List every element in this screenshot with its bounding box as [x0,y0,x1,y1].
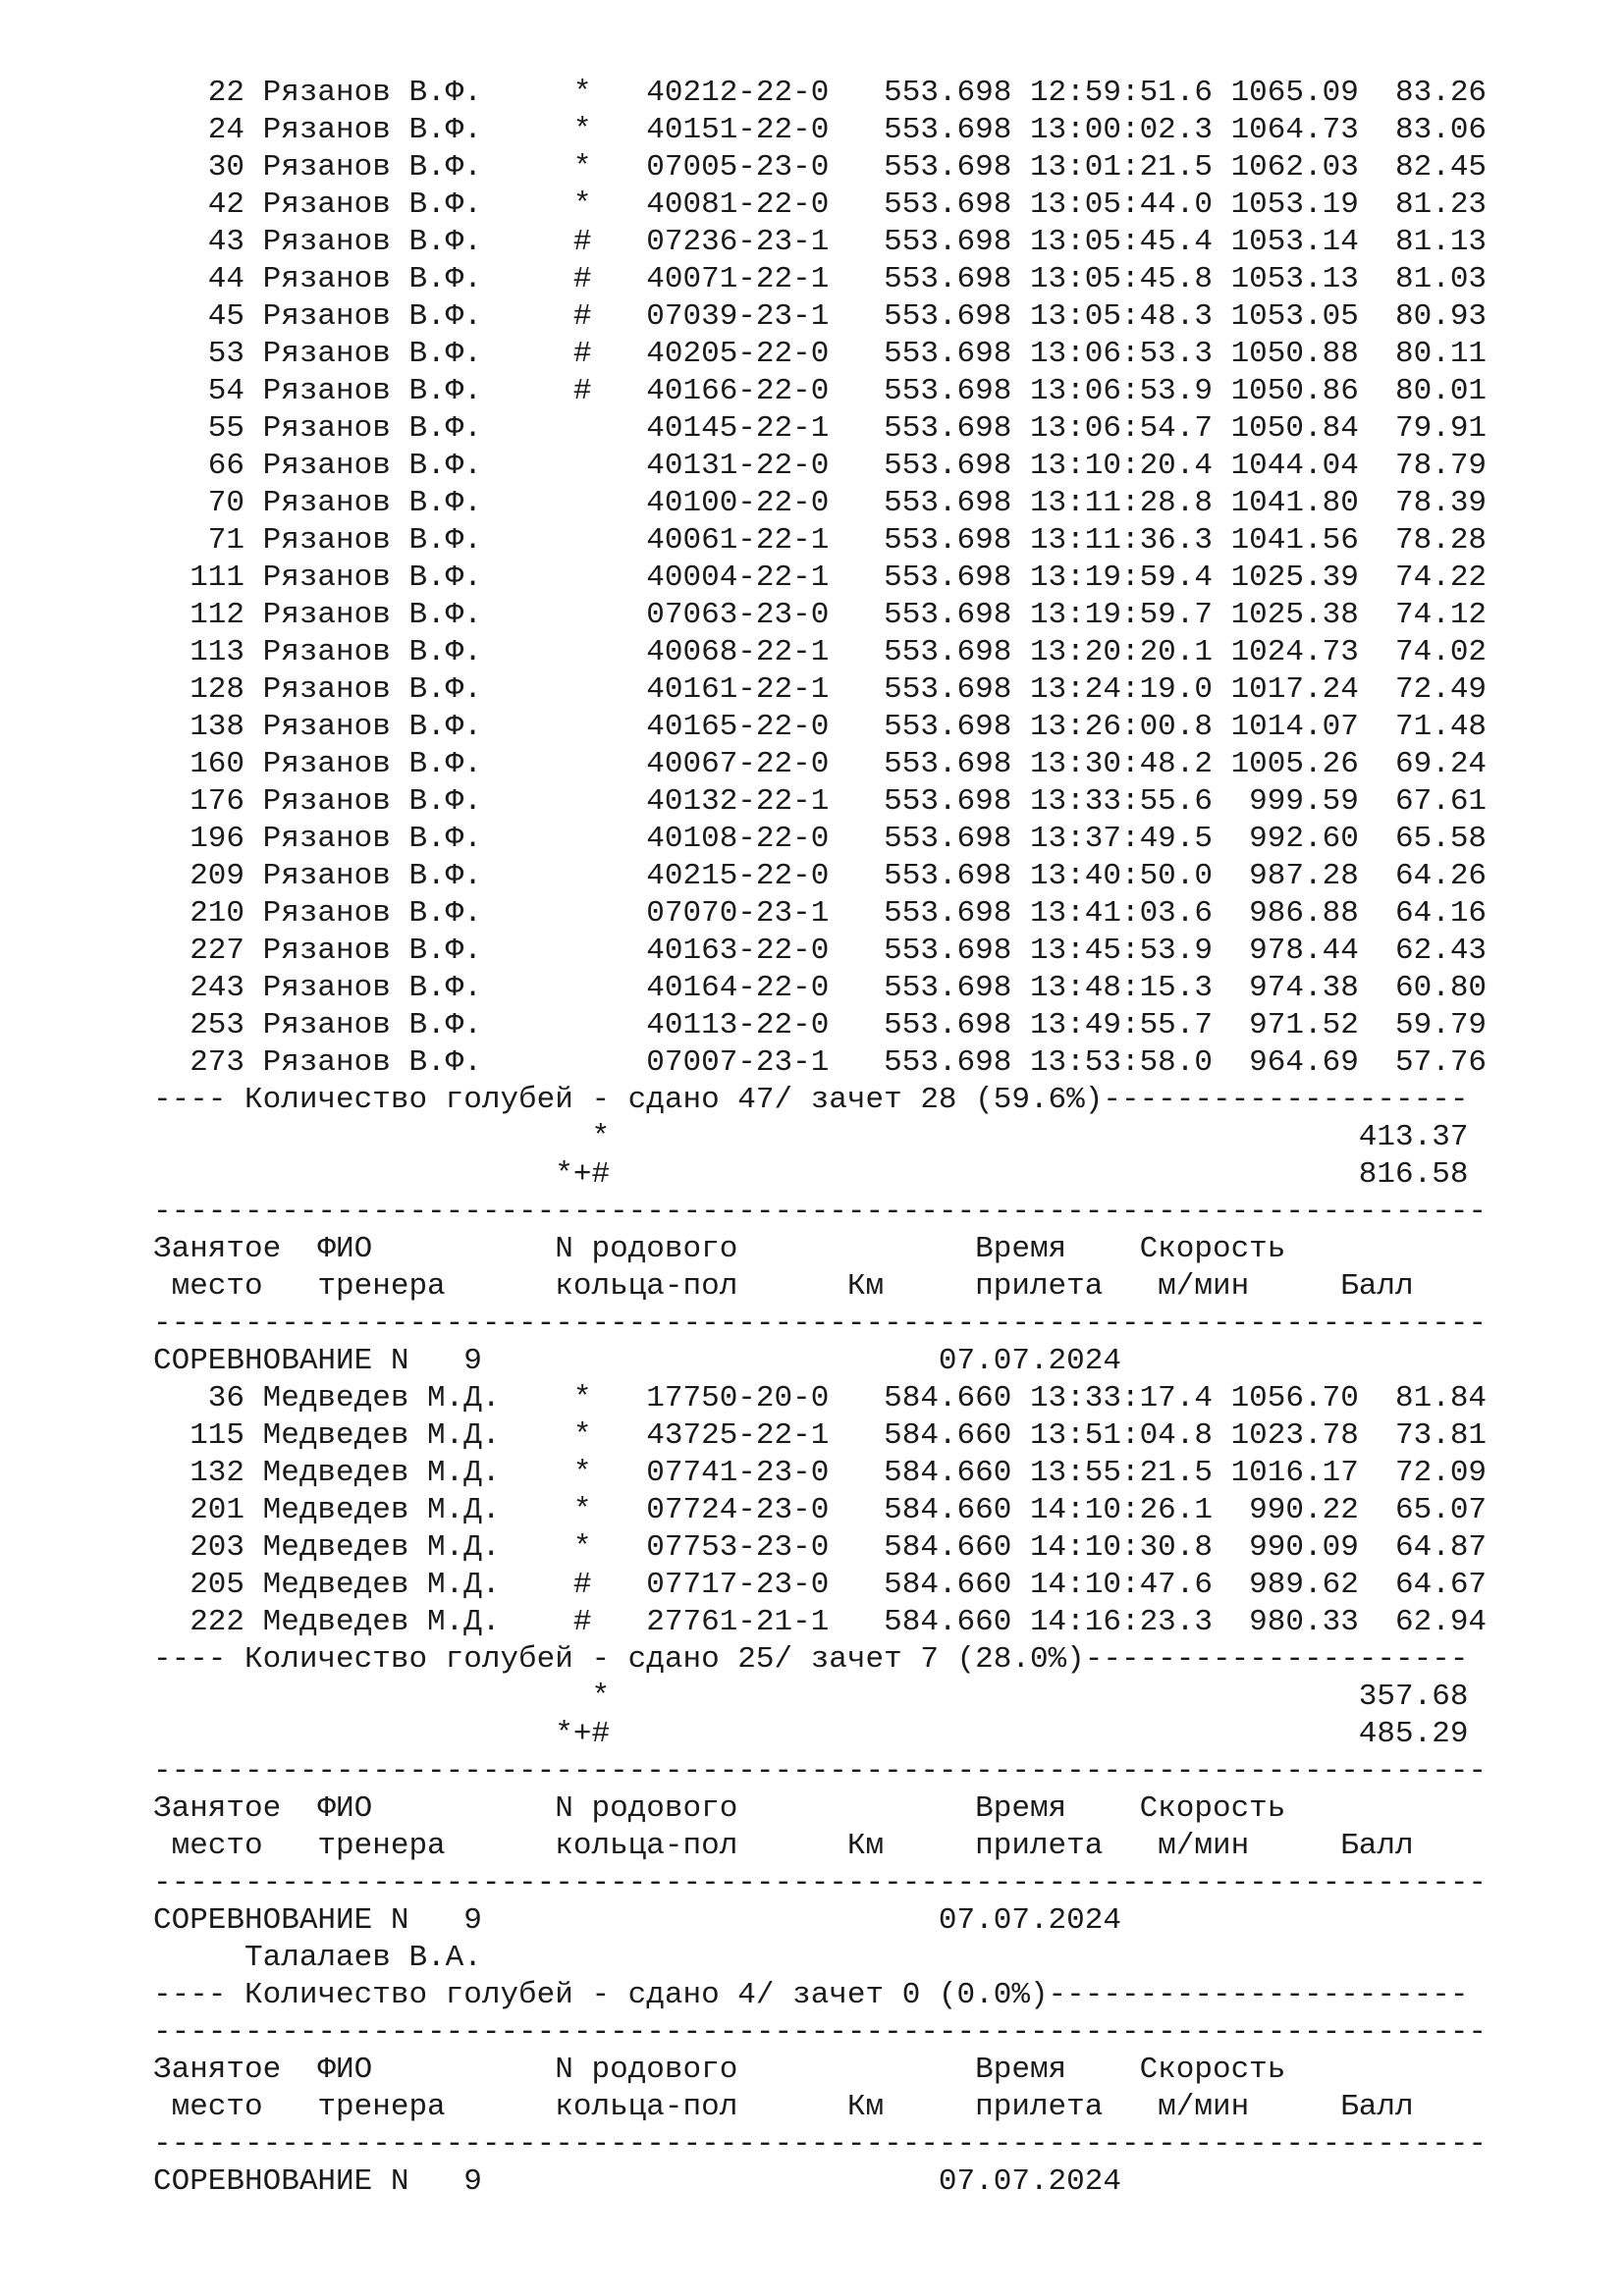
result-row: 201 Медведев М.Д. * 07724-23-0 584.660 14:10:26.1 990.22 65.07 [153,1493,1488,1527]
total-star: * 413.37 [153,1120,1469,1154]
result-row: 36 Медведев М.Д. * 17750-20-0 584.660 13:33:17.4 1056.70 81.84 [153,1381,1488,1415]
result-row: 71 Рязанов В.Ф. 40061-22-1 553.698 13:11:36.3 1041.56 78.28 [153,523,1488,558]
result-row: 24 Рязанов В.Ф. * 40151-22-0 553.698 13:00:02.3 1064.73 83.06 [153,113,1488,147]
result-row: 22 Рязанов В.Ф. * 40212-22-0 553.698 12:59:51.6 1065.09 83.26 [153,76,1488,110]
result-row: 43 Рязанов В.Ф. # 07236-23-1 553.698 13:05:45.4 1053.14 81.13 [153,225,1488,259]
column-header-row-1: Занятое ФИО N родового Время Скорость [153,2053,1286,2087]
result-row: 113 Рязанов В.Ф. 40068-22-1 553.698 13:20:20.1 1024.73 74.02 [153,635,1488,669]
result-row: 227 Рязанов В.Ф. 40163-22-0 553.698 13:45:53.9 978.44 62.43 [153,934,1488,968]
result-row: 273 Рязанов В.Ф. 07007-23-1 553.698 13:53:58.0 964.69 57.76 [153,1045,1488,1080]
result-row: 30 Рязанов В.Ф. * 07005-23-0 553.698 13:01:21.5 1062.03 82.45 [153,150,1488,185]
separator: ------------------------------------------------------------------------- [153,2015,1488,2050]
result-row: 112 Рязанов В.Ф. 07063-23-0 553.698 13:19:59.7 1025.38 74.12 [153,598,1488,632]
result-row: 203 Медведев М.Д. * 07753-23-0 584.660 14:10:30.8 990.09 64.87 [153,1530,1488,1565]
separator: ------------------------------------------------------------------------- [153,1307,1488,1341]
column-header-row-1: Занятое ФИО N родового Время Скорость [153,1791,1286,1826]
result-row: 42 Рязанов В.Ф. * 40081-22-0 553.698 13:05:44.0 1053.19 81.23 [153,187,1488,222]
result-row: 53 Рязанов В.Ф. # 40205-22-0 553.698 13:06:53.3 1050.88 80.11 [153,337,1488,371]
column-header-row-2: место тренера кольца-пол Км прилета м/мин Балл [153,1269,1414,1304]
summary-line: ---- Количество голубей - сдано 4/ зачет 0 (0.0%)----------------------- [153,1978,1469,2012]
result-row: 55 Рязанов В.Ф. 40145-22-1 553.698 13:06:54.7 1050.84 79.91 [153,411,1488,446]
result-row: 210 Рязанов В.Ф. 07070-23-1 553.698 13:41:03.6 986.88 64.16 [153,896,1488,931]
separator: ------------------------------------------------------------------------- [153,1195,1488,1229]
result-row: 54 Рязанов В.Ф. # 40166-22-0 553.698 13:06:53.9 1050.86 80.01 [153,374,1488,408]
total-star-plus-hash: *+# 816.58 [153,1157,1469,1192]
total-star: * 357.68 [153,1680,1469,1714]
result-row: 253 Рязанов В.Ф. 40113-22-0 553.698 13:49:55.7 971.52 59.79 [153,1008,1488,1042]
result-row: 205 Медведев М.Д. # 07717-23-0 584.660 14:10:47.6 989.62 64.67 [153,1568,1488,1602]
result-row: 176 Рязанов В.Ф. 40132-22-1 553.698 13:33:55.6 999.59 67.61 [153,784,1488,819]
summary-line: ---- Количество голубей - сдано 47/ зачет 28 (59.6%)-------------------- [153,1083,1469,1117]
separator: ------------------------------------------------------------------------- [153,1866,1488,1900]
column-header-row-2: место тренера кольца-пол Км прилета м/мин Балл [153,2090,1414,2124]
result-row: 66 Рязанов В.Ф. 40131-22-0 553.698 13:10:20.4 1044.04 78.79 [153,449,1488,483]
result-row: 132 Медведев М.Д. * 07741-23-0 584.660 13:55:21.5 1016.17 72.09 [153,1456,1488,1490]
result-row: 44 Рязанов В.Ф. # 40071-22-1 553.698 13:05:45.8 1053.13 81.03 [153,262,1488,296]
competition-header: СОРЕВНОВАНИЕ N 9 07.07.2024 [153,2164,1121,2199]
competition-header: СОРЕВНОВАНИЕ N 9 07.07.2024 [153,1903,1121,1938]
trainer-name: Талалаев В.А. [153,1941,482,1975]
separator: ------------------------------------------------------------------------- [153,2127,1488,2162]
column-header-row-2: место тренера кольца-пол Км прилета м/мин Балл [153,1829,1414,1863]
total-star-plus-hash: *+# 485.29 [153,1717,1469,1751]
result-row: 138 Рязанов В.Ф. 40165-22-0 553.698 13:26:00.8 1014.07 71.48 [153,710,1488,744]
separator: ------------------------------------------------------------------------- [153,1754,1488,1789]
result-row: 196 Рязанов В.Ф. 40108-22-0 553.698 13:37:49.5 992.60 65.58 [153,822,1488,856]
competition-header: СОРЕВНОВАНИЕ N 9 07.07.2024 [153,1344,1121,1378]
summary-line: ---- Количество голубей - сдано 25/ зачет 7 (28.0%)--------------------- [153,1642,1469,1677]
result-row: 128 Рязанов В.Ф. 40161-22-1 553.698 13:24:19.0 1017.24 72.49 [153,672,1488,707]
results-printout [153,75,1487,2201]
result-row: 111 Рязанов В.Ф. 40004-22-1 553.698 13:19:59.4 1025.39 74.22 [153,561,1488,595]
result-row: 45 Рязанов В.Ф. # 07039-23-1 553.698 13:05:48.3 1053.05 80.93 [153,299,1488,334]
result-row: 222 Медведев М.Д. # 27761-21-1 584.660 14:16:23.3 980.33 62.94 [153,1605,1488,1639]
column-header-row-1: Занятое ФИО N родового Время Скорость [153,1232,1286,1266]
result-row: 115 Медведев М.Д. * 43725-22-1 584.660 13:51:04.8 1023.78 73.81 [153,1418,1488,1453]
result-row: 70 Рязанов В.Ф. 40100-22-0 553.698 13:11:28.8 1041.80 78.39 [153,486,1488,520]
result-row: 160 Рязанов В.Ф. 40067-22-0 553.698 13:30:48.2 1005.26 69.24 [153,747,1488,781]
result-row: 243 Рязанов В.Ф. 40164-22-0 553.698 13:48:15.3 974.38 60.80 [153,971,1488,1005]
result-row: 209 Рязанов В.Ф. 40215-22-0 553.698 13:40:50.0 987.28 64.26 [153,859,1488,893]
